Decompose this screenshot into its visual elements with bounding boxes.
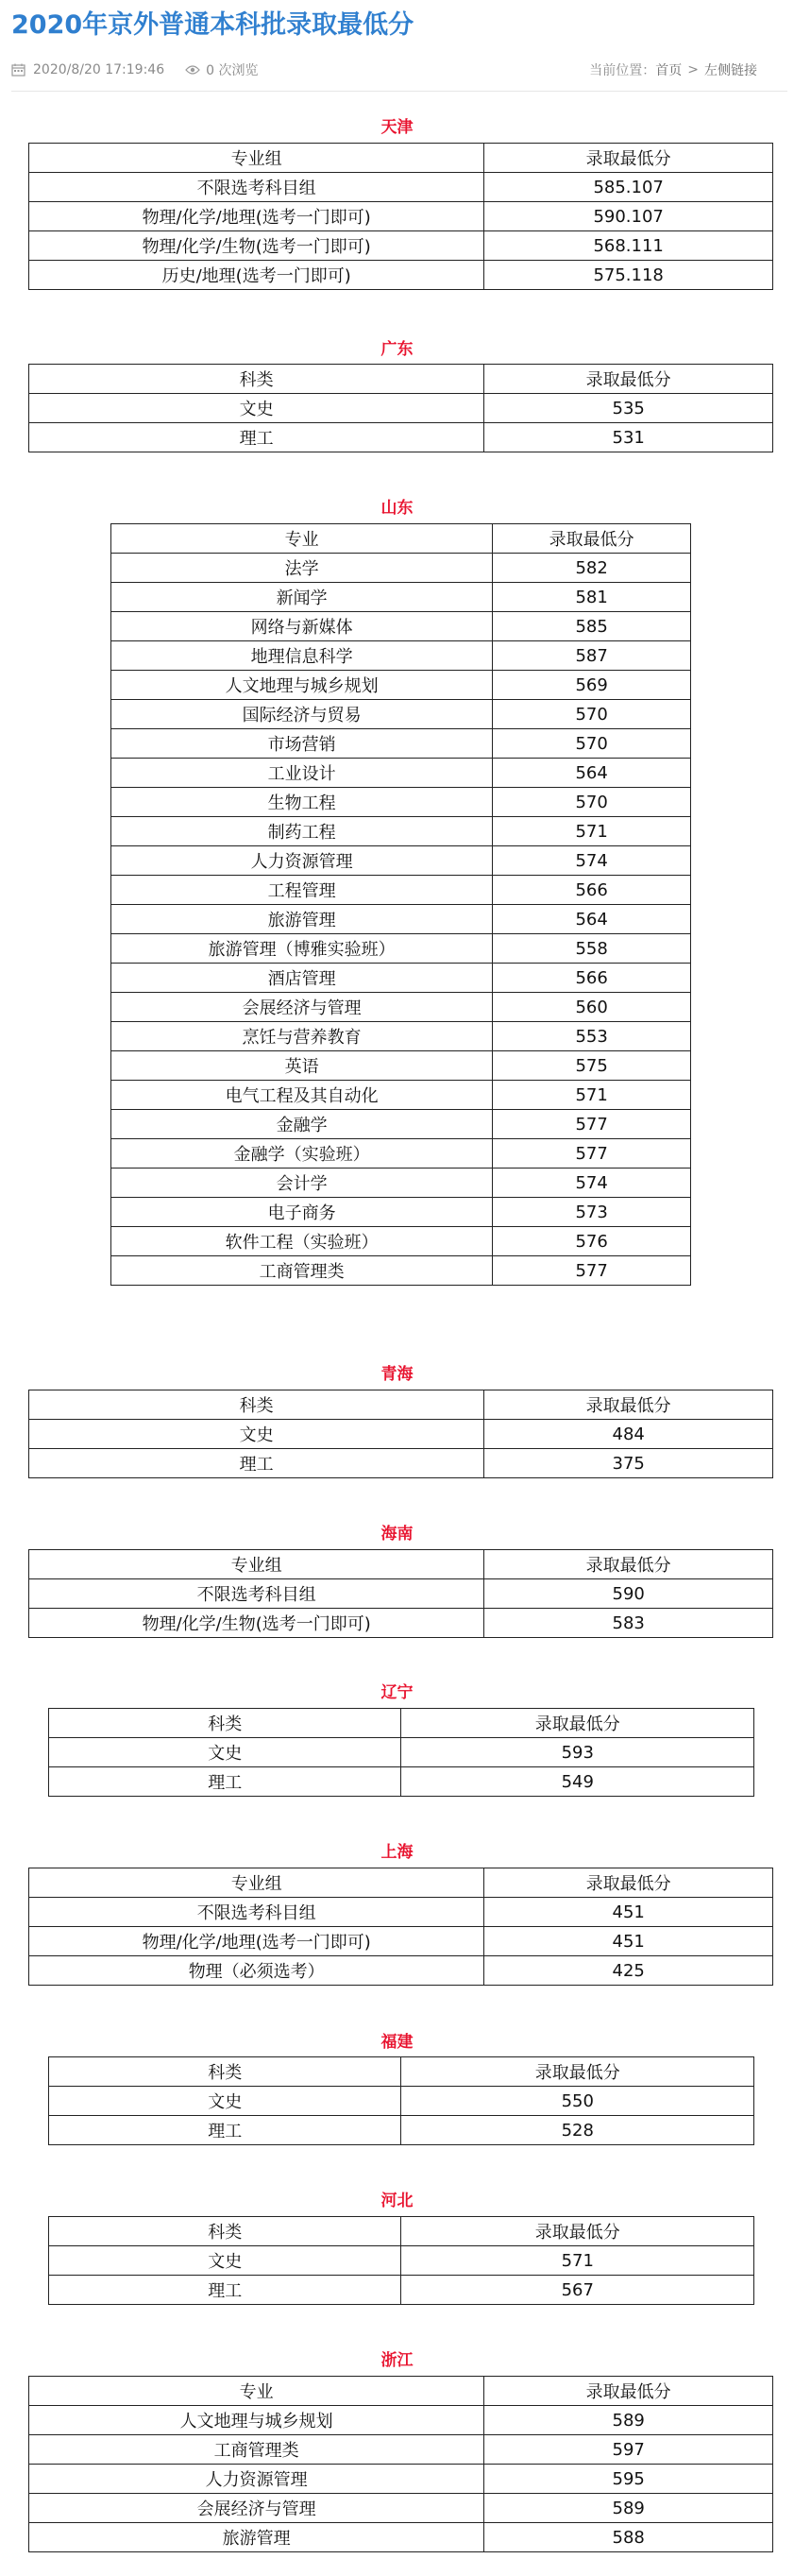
row-score: 575.118 (484, 261, 773, 290)
table-row (29, 2523, 773, 2552)
row-score: 528 (401, 2116, 754, 2145)
province-heading-qinghai: 青海 (380, 1365, 414, 1384)
table-row (111, 964, 691, 993)
column-header: 录取最低分 (484, 1550, 773, 1579)
column-header: 录取最低分 (401, 1709, 754, 1738)
table-row (111, 1081, 691, 1110)
table-row (29, 1579, 773, 1609)
row-label: 新闻学 (111, 583, 493, 612)
province-heading-zhejiang: 浙江 (380, 2351, 414, 2370)
column-header: 录取最低分 (484, 1390, 773, 1420)
table-row (111, 817, 691, 846)
table-row (111, 1169, 691, 1198)
row-score: 451 (484, 1898, 773, 1927)
row-score: 589 (484, 2494, 773, 2523)
row-label: 烹饪与营养教育 (111, 1022, 493, 1051)
breadcrumb-separator: > (687, 62, 699, 77)
column-header: 录取最低分 (401, 2217, 754, 2246)
row-score: 590 (484, 1579, 773, 1609)
row-label: 不限选考科目组 (29, 1898, 484, 1927)
table-row (49, 2246, 754, 2276)
table-header-row (49, 2057, 754, 2087)
row-label: 法学 (111, 554, 493, 583)
row-label: 电气工程及其自动化 (111, 1081, 493, 1110)
row-score: 375 (484, 1449, 773, 1478)
row-label: 不限选考科目组 (29, 1579, 484, 1609)
row-score: 587 (493, 641, 691, 671)
row-label: 理工 (29, 423, 484, 452)
table-row (49, 2276, 754, 2305)
column-header: 录取最低分 (484, 1868, 773, 1898)
row-score: 588 (484, 2523, 773, 2552)
row-label: 旅游管理（博雅实验班） (111, 934, 493, 964)
row-score: 585.107 (484, 173, 773, 202)
table-row (29, 1927, 773, 1956)
table-row (111, 1051, 691, 1081)
row-label: 物理（必须选考） (29, 1956, 484, 1986)
row-score: 589 (484, 2406, 773, 2435)
table-row (29, 1449, 773, 1478)
table-header-row (29, 1550, 773, 1579)
table-row (49, 2116, 754, 2145)
table-row (111, 671, 691, 700)
score-table-shandong (110, 523, 691, 1286)
row-label: 理工 (29, 1449, 484, 1478)
table-row (29, 261, 773, 290)
score-table-guangdong (28, 364, 773, 452)
row-label: 物理/化学/地理(选考一门即可) (29, 202, 484, 231)
row-label: 物理/化学/生物(选考一门即可) (29, 1609, 484, 1638)
score-table-fujian (48, 2056, 754, 2145)
row-label: 电子商务 (111, 1198, 493, 1227)
row-score: 550 (401, 2087, 754, 2116)
table-header-row (49, 2217, 754, 2246)
row-score: 570 (493, 788, 691, 817)
row-label: 生物工程 (111, 788, 493, 817)
row-score: 577 (493, 1256, 691, 1286)
column-header: 专业组 (29, 1868, 484, 1898)
row-score: 583 (484, 1609, 773, 1638)
table-row (111, 993, 691, 1022)
table-row (29, 2465, 773, 2494)
table-header-row (111, 524, 691, 554)
row-label: 地理信息科学 (111, 641, 493, 671)
score-table-qinghai (28, 1390, 773, 1478)
table-row (111, 700, 691, 729)
calendar-icon (11, 63, 25, 77)
table-row (111, 554, 691, 583)
row-score: 549 (401, 1767, 754, 1797)
row-label: 理工 (49, 2276, 401, 2305)
publish-datetime: 2020/8/20 17:19:46 (33, 62, 165, 77)
row-label: 会计学 (111, 1169, 493, 1198)
row-label: 软件工程（实验班） (111, 1227, 493, 1256)
score-table-shanghai (28, 1868, 773, 1986)
column-header: 录取最低分 (484, 365, 773, 394)
row-label: 历史/地理(选考一门即可) (29, 261, 484, 290)
table-row (111, 1110, 691, 1139)
row-label: 工业设计 (111, 759, 493, 788)
table-row (49, 2087, 754, 2116)
table-row (29, 1898, 773, 1927)
row-score: 585 (493, 612, 691, 641)
column-header: 科类 (49, 2057, 401, 2087)
row-label: 国际经济与贸易 (111, 700, 493, 729)
row-label: 文史 (49, 1738, 401, 1767)
column-header: 专业 (111, 524, 493, 554)
table-row (29, 2435, 773, 2465)
table-row (29, 1609, 773, 1638)
row-label: 人文地理与城乡规划 (111, 671, 493, 700)
row-score: 566 (493, 964, 691, 993)
meta-info (11, 60, 258, 79)
article-meta (11, 60, 786, 81)
row-score: 576 (493, 1227, 691, 1256)
column-header: 专业组 (29, 1550, 484, 1579)
province-heading-liaoning: 辽宁 (380, 1683, 414, 1702)
province-heading-hainan: 海南 (380, 1525, 414, 1544)
row-score: 484 (484, 1420, 773, 1449)
row-label: 工商管理类 (111, 1256, 493, 1286)
row-score: 569 (493, 671, 691, 700)
column-header: 科类 (49, 1709, 401, 1738)
row-label: 市场营销 (111, 729, 493, 759)
row-label: 文史 (29, 1420, 484, 1449)
table-row (111, 934, 691, 964)
page-title: 2020年京外普通本科批录取最低分 (11, 10, 414, 40)
row-score: 566 (493, 876, 691, 905)
province-heading-tianjin: 天津 (380, 118, 414, 137)
row-label: 人文地理与城乡规划 (29, 2406, 484, 2435)
row-label: 理工 (49, 1767, 401, 1797)
table-row (111, 729, 691, 759)
row-label: 会展经济与管理 (29, 2494, 484, 2523)
row-label: 工商管理类 (29, 2435, 484, 2465)
row-label: 文史 (49, 2246, 401, 2276)
column-header: 专业组 (29, 144, 484, 173)
table-header-row (29, 1390, 773, 1420)
row-score: 590.107 (484, 202, 773, 231)
province-heading-shanghai: 上海 (380, 1843, 414, 1862)
row-score: 564 (493, 905, 691, 934)
row-score: 553 (493, 1022, 691, 1051)
view-count: 0 次浏览 (206, 63, 259, 78)
province-heading-guangdong: 广东 (380, 340, 414, 359)
table-row (111, 1227, 691, 1256)
table-row (29, 1420, 773, 1449)
province-heading-shandong: 山东 (380, 499, 414, 518)
row-score: 535 (484, 394, 773, 423)
row-label: 工程管理 (111, 876, 493, 905)
row-score: 571 (401, 2246, 754, 2276)
row-label: 旅游管理 (29, 2523, 484, 2552)
table-row (29, 173, 773, 202)
table-row (29, 423, 773, 452)
table-row (111, 1198, 691, 1227)
column-header: 录取最低分 (484, 2377, 773, 2406)
row-score: 577 (493, 1139, 691, 1169)
table-row (111, 612, 691, 641)
row-score: 573 (493, 1198, 691, 1227)
table-row (29, 2494, 773, 2523)
row-label: 金融学（实验班） (111, 1139, 493, 1169)
table-row (111, 583, 691, 612)
table-row (111, 905, 691, 934)
table-row (111, 846, 691, 876)
column-header: 科类 (29, 365, 484, 394)
row-score: 595 (484, 2465, 773, 2494)
column-header: 录取最低分 (493, 524, 691, 554)
column-header: 专业 (29, 2377, 484, 2406)
row-label: 文史 (49, 2087, 401, 2116)
breadcrumb (589, 60, 757, 79)
score-table-hainan (28, 1549, 773, 1638)
row-score: 574 (493, 1169, 691, 1198)
row-score: 560 (493, 993, 691, 1022)
location-label: 当前位置： (589, 63, 656, 78)
table-header-row (29, 365, 773, 394)
table-header-row (29, 1868, 773, 1898)
table-row (111, 641, 691, 671)
row-score: 570 (493, 729, 691, 759)
column-header: 科类 (49, 2217, 401, 2246)
score-table-hebei (48, 2216, 754, 2305)
eye-icon (185, 64, 200, 76)
row-score: 558 (493, 934, 691, 964)
row-label: 金融学 (111, 1110, 493, 1139)
row-label: 理工 (49, 2116, 401, 2145)
row-score: 570 (493, 700, 691, 729)
row-label: 人力资源管理 (29, 2465, 484, 2494)
table-row (111, 788, 691, 817)
table-header-row (29, 144, 773, 173)
table-header-row (29, 2377, 773, 2406)
row-score: 575 (493, 1051, 691, 1081)
table-row (29, 231, 773, 261)
table-row (29, 202, 773, 231)
row-label: 人力资源管理 (111, 846, 493, 876)
row-label: 不限选考科目组 (29, 173, 484, 202)
table-row (111, 1139, 691, 1169)
row-label: 英语 (111, 1051, 493, 1081)
table-row (111, 1022, 691, 1051)
row-label: 会展经济与管理 (111, 993, 493, 1022)
meta-divider (11, 91, 787, 92)
table-row (49, 1767, 754, 1797)
row-score: 425 (484, 1956, 773, 1986)
row-score: 567 (401, 2276, 754, 2305)
row-label: 旅游管理 (111, 905, 493, 934)
table-row (29, 2406, 773, 2435)
row-score: 531 (484, 423, 773, 452)
row-label: 制药工程 (111, 817, 493, 846)
province-heading-hebei: 河北 (380, 2192, 414, 2210)
row-score: 581 (493, 583, 691, 612)
column-header: 录取最低分 (484, 144, 773, 173)
row-score: 571 (493, 817, 691, 846)
row-label: 物理/化学/地理(选考一门即可) (29, 1927, 484, 1956)
table-row (49, 1738, 754, 1767)
row-score: 577 (493, 1110, 691, 1139)
row-score: 574 (493, 846, 691, 876)
score-table-tianjin (28, 143, 773, 290)
row-label: 物理/化学/生物(选考一门即可) (29, 231, 484, 261)
row-label: 文史 (29, 394, 484, 423)
column-header: 科类 (29, 1390, 484, 1420)
row-score: 571 (493, 1081, 691, 1110)
row-score: 593 (401, 1738, 754, 1767)
table-row (111, 876, 691, 905)
row-label: 酒店管理 (111, 964, 493, 993)
column-header: 录取最低分 (401, 2057, 754, 2087)
table-row (29, 394, 773, 423)
province-heading-fujian: 福建 (380, 2033, 414, 2052)
row-score: 564 (493, 759, 691, 788)
score-table-zhejiang (28, 2376, 773, 2552)
table-row (111, 759, 691, 788)
score-table-liaoning (48, 1708, 754, 1797)
row-score: 451 (484, 1927, 773, 1956)
row-score: 597 (484, 2435, 773, 2465)
table-header-row (49, 1709, 754, 1738)
row-score: 568.111 (484, 231, 773, 261)
table-row (29, 1956, 773, 1986)
breadcrumb-current-link[interactable]: 左侧链接 (704, 63, 757, 78)
breadcrumb-home-link[interactable]: 首页 (655, 63, 683, 78)
row-label: 网络与新媒体 (111, 612, 493, 641)
row-score: 582 (493, 554, 691, 583)
table-row (111, 1256, 691, 1286)
